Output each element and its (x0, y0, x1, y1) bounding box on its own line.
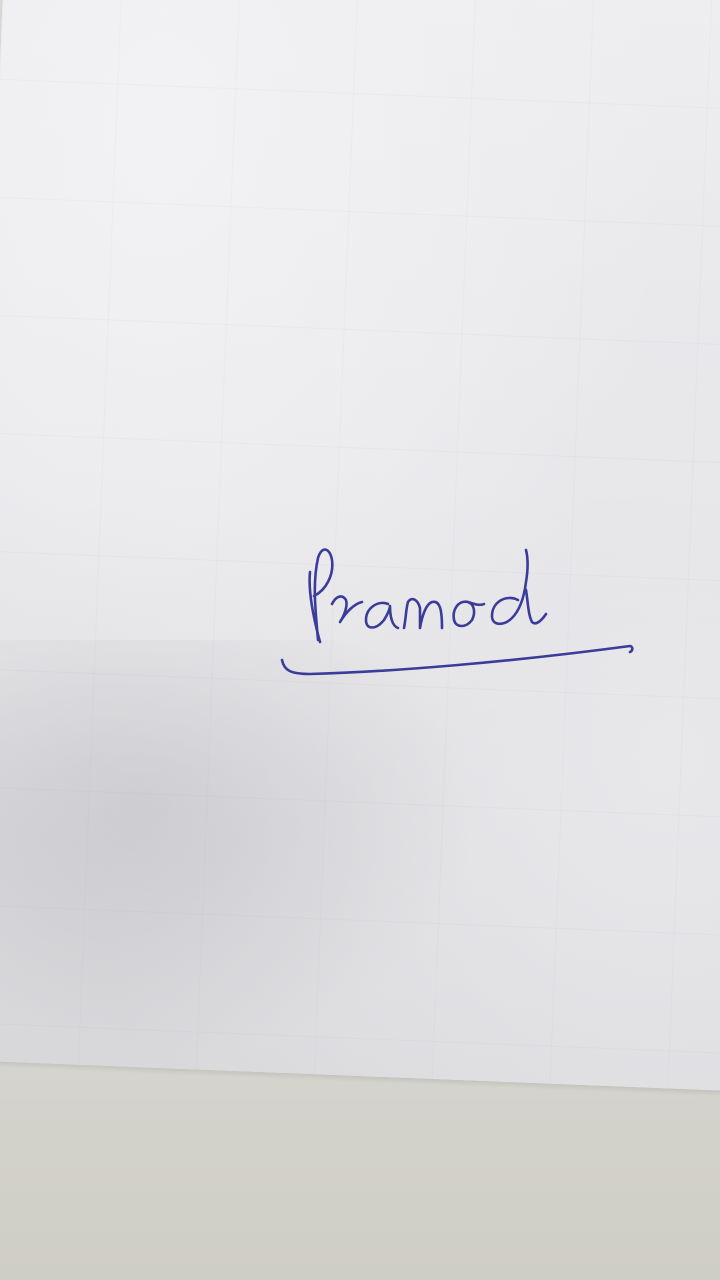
handwritten-signature (270, 530, 650, 690)
hand-shadow (0, 640, 480, 1060)
